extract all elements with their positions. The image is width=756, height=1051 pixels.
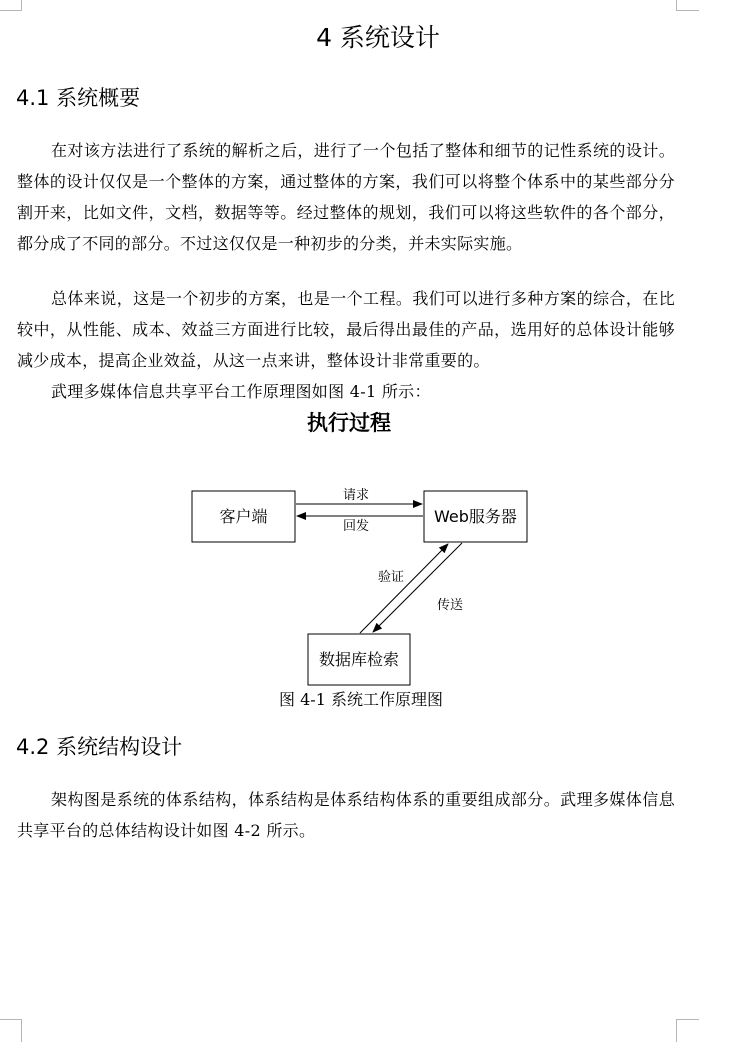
- transmit-label: 传送: [437, 598, 464, 613]
- transmit-arrow: [373, 543, 462, 632]
- database-node: [308, 634, 410, 685]
- database-node-label: 数据库检索: [318, 650, 400, 669]
- figure-caption: 图 4-1 系统工作原理图: [279, 690, 443, 709]
- figure-title: 执行过程: [307, 410, 391, 435]
- crop-mark-bottom-right: [676, 1019, 699, 1042]
- paragraph-structure-1: 架构图是系统的体系结构，体系结构是体系结构体系的重要组成部分。武理多媒体信息共享平台的总体结构设计如图 4-2 所示。: [17, 790, 675, 840]
- response-label: 回发: [342, 519, 370, 534]
- client-node: [192, 491, 295, 542]
- section-heading-overview: 4.1 系统概要: [16, 86, 141, 110]
- client-node-label: 客户端: [219, 507, 268, 526]
- web-server-node: [424, 491, 527, 542]
- section-heading-structure: 4.2 系统结构设计: [16, 735, 183, 759]
- request-label: 请求: [342, 488, 370, 503]
- chapter-title: 4 系统设计: [316, 23, 440, 52]
- crop-mark-bottom-left: [0, 1019, 22, 1042]
- paragraph-overview-1: 在对该方法进行了系统的解析之后，进行了一个包括了整体和细节的记性系统的设计。整体的设计仅仅是一个整体的方案，通过整体的方案，我们可以将整个体系中的某些部分分割开来，比如文件，文档，数据等等。经过整体的规划，我们可以将这些软件的各个部分，都分成了不同的部分。不过这仅仅是一种初步的分类，并未实际实施。: [17, 141, 675, 253]
- verify-arrow: [360, 544, 448, 633]
- verify-label: 验证: [378, 570, 405, 585]
- paragraph-figure-intro: 武理多媒体信息共享平台工作原理图如图 4-1 所示：: [51, 382, 431, 401]
- paragraph-overview-2: 总体来说，这是一个初步的方案，也是一个工程。我们可以进行多种方案的综合，在比较中，从性能、成本、效益三方面进行比较，最后得出最佳的产品，选用好的总体设计能够减少成本，提高企业效益，从这一点来讲，整体设计非常重要的。: [17, 289, 675, 370]
- web-server-node-label: Web服务器: [434, 507, 517, 526]
